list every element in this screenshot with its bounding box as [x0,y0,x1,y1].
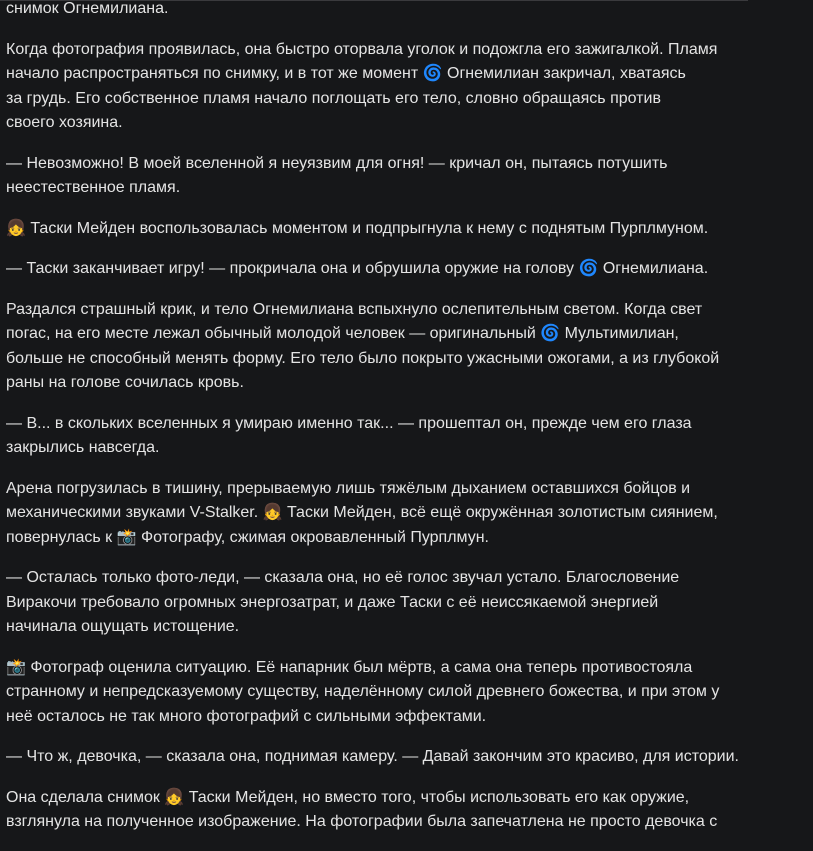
paragraph-11: — Что ж, девочка, — сказала она, поднимая камеру. — Давай закончим это красиво, для истории. [6,748,739,765]
paragraph-9: — Осталась только фото-леди, — сказала она, но её голос звучал устало. Благословение Виракочи требовало огромных энергозатрат, и даже Таски с её неиссякаемой энергией начинала ощущать истощение. [6,569,680,635]
paragraph-10: 📸 Фотограф оценила ситуацию. Её напарник был мёртв, а сама она теперь противостояла странному и непредсказуемому существу, наделённому силой древнего божества, и при этом у неё осталось не так много фотографий с сильными эффектами. [6,658,720,725]
scrollbar[interactable] [803,0,813,829]
paragraph-4: 👧 Таски Мейден воспользовалась моментом и подпрыгнула к нему с поднятым Пурплмуном. [6,219,709,237]
paragraph-2: Когда фотография проявилась, она быстро оторвала уголок и подожгла его зажигалкой. Пламя начало распространяться по снимку, и в тот же момент 🌀 Огнемилиан закричал, хватаясь за грудь. Его собственное пламя начало поглощать его тело, словно обращаясь против своего хозяина. [6,40,718,131]
paragraph-3: — Невозможно! В моей вселенной я неуязвим для огня! — кричал он, пытаясь потушить неестественное пламя. [6,154,668,196]
paragraph-6: Раздался страшный крик, и тело Огнемилиана вспыхнуло ослепительным светом. Когда свет погас, на его месте лежал обычный молодой человек — оригинальный 🌀 Мультимилиан, больше не способный менять форму. Его тело было покрыто ужасными ожогами, а из глубокой раны на голове сочилась кровь. [6,300,720,391]
paragraph-5: — Таски заканчивает игру! — прокричала она и обрушила оружие на голову 🌀 Огнемилиана. [6,260,709,277]
paragraph-1: снимок Огнемилиана. [6,0,169,17]
paragraph-8: Арена погрузилась в тишину, прерываемую лишь тяжёлым дыханием оставшихся бойцов и механическими звуками V-Stalker. 👧 Таски Мейден, всё ещё окружённая золотистым сиянием, повернулась к 📸 Фотографу, сжимая окровавленный Пурплмун. [6,479,718,546]
paragraph-7: — В... в скольких вселенных я умираю именно так... — прошептал он, прежде чем его глаза закрылись навсегда. [6,414,692,456]
story-text [6,0,751,851]
paragraph-12: Она сделала снимок 👧 Таски Мейден, но вместо того, чтобы использовать его как оружие, взглянула на полученное изображение. На фотографии была запечатлена не просто девочка с [6,788,718,830]
